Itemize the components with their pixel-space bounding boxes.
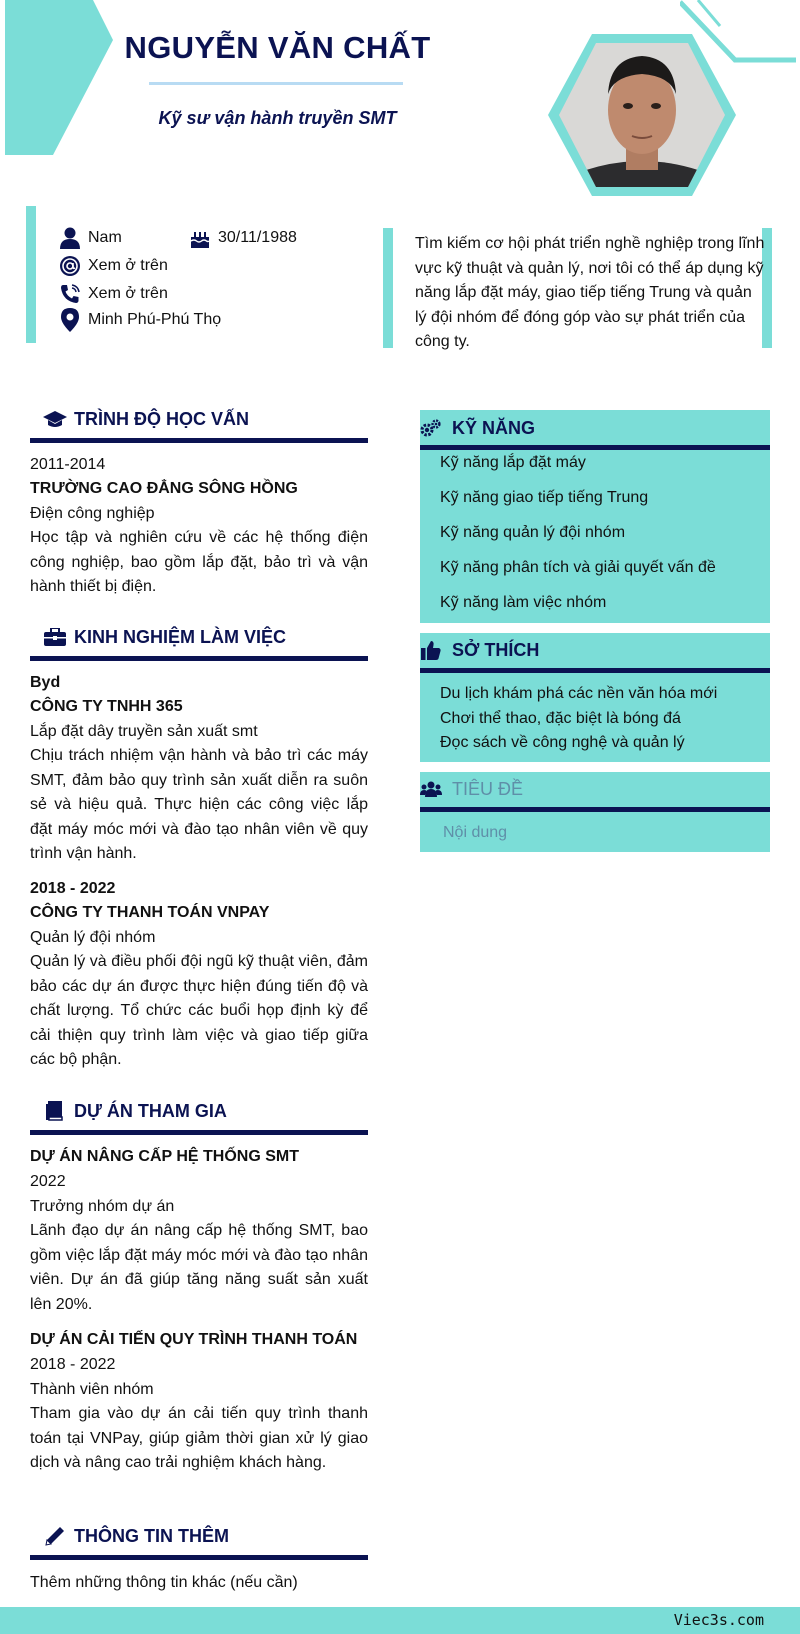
education-rule xyxy=(30,438,368,443)
footer-bar xyxy=(0,1607,800,1634)
name-underline xyxy=(149,82,403,85)
hobby-item: Đọc sách về công nghệ và quản lý xyxy=(440,734,685,751)
email-icon xyxy=(58,254,82,278)
birthday-value: 30/11/1988 xyxy=(218,229,297,246)
decor-left-shape xyxy=(5,0,113,155)
job-1-description: Chịu trách nhiệm vận hành và bảo trì các máy SMT, đảm bảo quy trình sản xuất diễn ra suôn sẻ và hiệu quả. Thực hiện các công việc lắp đặt máy móc mới và đào tạo nhân viên về quy trình vận hành. xyxy=(30,747,368,862)
book-icon xyxy=(42,1100,68,1122)
education-description: Học tập và nghiên cứu về các hệ thống điện công nghiệp, bao gồm lắp đặt, bảo trì và vận hành thiết bị điện. xyxy=(30,529,368,595)
skills-heading xyxy=(420,411,770,445)
project-1-role: Trưởng nhóm dự án xyxy=(30,1198,175,1215)
email-value: Xem ở trên xyxy=(88,257,168,274)
job-2-position: Quản lý đội nhóm xyxy=(30,929,156,946)
gears-icon xyxy=(420,419,442,437)
additional-heading xyxy=(42,1522,368,1550)
email-row xyxy=(58,254,168,278)
cake-icon xyxy=(188,226,212,250)
job-2-description: Quản lý và điều phối đội ngũ kỹ thuật viên, đảm bảo các dự án được thực hiện đúng tiến độ và chất lượng. Tổ chức các buổi họp định kỳ để cải thiện quy trình làm việc và giao tiếp giữa các bộ phận. xyxy=(30,953,368,1068)
job-1-company: CÔNG TY TNHH 365 xyxy=(30,698,183,715)
graduation-cap-icon xyxy=(42,408,68,430)
custom-box xyxy=(420,772,770,852)
education-title: TRÌNH ĐỘ HỌC VẤN xyxy=(74,408,249,429)
users-icon xyxy=(420,781,442,797)
projects-title: DỰ ÁN THAM GIA xyxy=(74,1100,227,1121)
pencil-icon xyxy=(42,1525,68,1547)
hobbies-heading xyxy=(420,633,770,667)
project-2-description: Tham gia vào dự án cải tiến quy trình thanh toán tại VNPay, giúp giảm thời gian xử lý giao dịch và nâng cao trải nghiệm khách hàng. xyxy=(30,1405,368,1471)
footer-brand[interactable]: Viec3s.com xyxy=(673,1611,764,1629)
career-objective: Tìm kiếm cơ hội phát triển nghề nghiệp trong lĩnh vực kỹ thuật và quản lý, nơi tôi có thể áp dụng kỹ năng lắp đặt máy, giao tiếp tiếng Trung và quản lý đội nhóm để đóng góp vào sự phát triển của công ty. xyxy=(415,235,765,350)
skill-item: Kỹ năng phân tích và giải quyết vấn đề xyxy=(440,559,716,576)
custom-title: TIÊU ĐỀ xyxy=(452,778,524,799)
project-2-name: DỰ ÁN CẢI TIẾN QUY TRÌNH THANH TOÁN xyxy=(30,1331,358,1348)
location-pin-icon xyxy=(58,308,82,332)
hobby-item: Du lịch khám phá các nền văn hóa mới xyxy=(440,685,718,702)
job-2-company: CÔNG TY THANH TOÁN VNPAY xyxy=(30,904,270,921)
education-period: 2011-2014 xyxy=(30,456,106,473)
gender-value: Nam xyxy=(88,229,122,246)
project-1-description: Lãnh đạo dự án nâng cấp hệ thống SMT, bao gồm việc lắp đặt máy móc mới và đào tạo nhân viên. Dự án đã giúp tăng năng suất sản xuất lên 20%. xyxy=(30,1222,368,1313)
hobbies-title: SỞ THÍCH xyxy=(452,639,540,660)
project-2-period: 2018 - 2022 xyxy=(30,1356,116,1373)
job-title: Kỹ sư vận hành truyền SMT xyxy=(158,108,397,128)
skill-item: Kỹ năng lắp đặt máy xyxy=(440,454,586,471)
avatar xyxy=(546,32,738,198)
gender-row xyxy=(58,226,122,250)
skills-box xyxy=(420,410,770,623)
experience-title: KINH NGHIỆM LÀM VIỆC xyxy=(74,626,287,647)
job-1-period: Byd xyxy=(30,674,61,691)
birthday-row xyxy=(188,226,297,250)
job-1-position: Lắp đặt dây truyền sản xuất smt xyxy=(30,723,258,740)
hobbies-rule xyxy=(420,668,770,673)
education-heading xyxy=(42,405,368,433)
experience-heading xyxy=(42,623,368,651)
education-major: Điện công nghiệp xyxy=(30,505,155,522)
project-2-role: Thành viên nhóm xyxy=(30,1381,154,1398)
user-icon xyxy=(58,226,82,250)
phone-value: Xem ở trên xyxy=(88,285,168,302)
phone-icon xyxy=(58,282,82,306)
custom-rule xyxy=(420,807,770,812)
additional-title: THÔNG TIN THÊM xyxy=(74,1525,229,1546)
skill-item: Kỹ năng giao tiếp tiếng Trung xyxy=(440,489,649,506)
skills-rule xyxy=(420,445,770,450)
phone-row xyxy=(58,282,168,306)
contact-accent-bar xyxy=(26,206,36,343)
education-school: TRƯỜNG CAO ĐẲNG SÔNG HỒNG xyxy=(30,480,298,497)
address-value: Minh Phú-Phú Thọ xyxy=(88,311,222,328)
hobbies-box xyxy=(420,633,770,762)
job-2-period: 2018 - 2022 xyxy=(30,880,116,897)
additional-content: Thêm những thông tin khác (nếu cần) xyxy=(30,1574,298,1591)
objective-accent-bar-left xyxy=(383,228,393,348)
briefcase-icon xyxy=(42,626,68,648)
address-row xyxy=(58,308,221,332)
projects-heading xyxy=(42,1097,368,1125)
experience-rule xyxy=(30,656,368,661)
skill-item: Kỹ năng làm việc nhóm xyxy=(440,594,607,611)
projects-rule xyxy=(30,1130,368,1135)
project-1-period: 2022 xyxy=(30,1173,66,1190)
skills-title: KỸ NĂNG xyxy=(452,417,536,438)
hobby-item: Chơi thể thao, đặc biệt là bóng đá xyxy=(440,709,681,727)
thumbs-up-icon xyxy=(420,640,442,660)
candidate-name: NGUYỄN VĂN CHẤT xyxy=(124,30,431,65)
additional-rule xyxy=(30,1555,368,1560)
project-1-name: DỰ ÁN NÂNG CẤP HỆ THỐNG SMT xyxy=(30,1148,299,1165)
custom-content: Nội dung xyxy=(443,824,508,841)
skill-item: Kỹ năng quản lý đội nhóm xyxy=(440,524,626,541)
custom-heading xyxy=(420,772,770,806)
